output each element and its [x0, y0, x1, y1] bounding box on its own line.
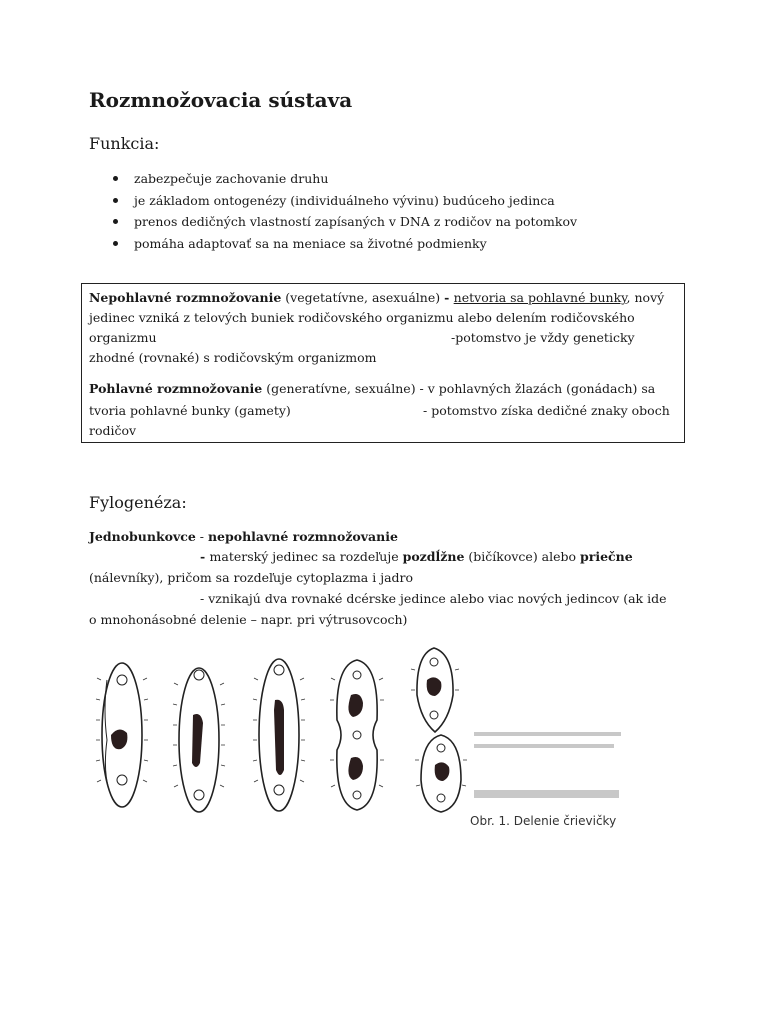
- asexual-line-1-rest: , nový: [626, 290, 665, 305]
- list-item: zabezpečuje zachovanie druhu: [89, 168, 577, 190]
- funkcia-heading: Funkcia:: [89, 134, 160, 153]
- unicellular-mode: nepohlavné rozmnožovanie: [207, 529, 398, 544]
- sexual-line-2-right: - potomstvo získa dedičné znaky oboch: [423, 403, 670, 418]
- unicellular-term: Jednobunkovce: [89, 529, 196, 544]
- separator: -: [195, 529, 208, 544]
- sexual-line-3: rodičov: [89, 423, 137, 438]
- longitudinal-term: pozdĺžne: [402, 549, 465, 564]
- fylogeneza-p4: - vznikajú dva rovnaké dcérske jedince alebo viac nových jedincov (ak ide: [200, 591, 667, 606]
- asexual-term: Nepohlavné rozmnožovanie: [89, 290, 282, 305]
- asexual-line-2: jedinec vzniká z telových buniek rodičovského organizmu alebo delením rodičovského: [89, 310, 635, 325]
- fylogeneza-heading: Fylogenéza:: [89, 493, 187, 512]
- funkcia-list: [89, 168, 577, 254]
- list-item: je základom ontogenézy (individuálneho vývinu) budúceho jedinca: [89, 190, 577, 212]
- sexual-term: Pohlavné rozmnožovanie: [89, 381, 263, 396]
- paren-open: (: [262, 381, 272, 396]
- asexual-line-3-left: organizmu: [89, 330, 157, 345]
- division-mid: (bičíkovce) alebo: [464, 549, 581, 564]
- fylogeneza-p3: (nálevníky), pričom sa rozdeľuje cytoplazma i jadro: [89, 570, 414, 585]
- paramecium-illustration: [89, 640, 621, 840]
- fylogeneza-p1: [89, 527, 398, 547]
- asexual-synonyms: vegetatívne, asexuálne: [290, 290, 436, 305]
- asexual-line-4: zhodné (rovnaké) s rodičovským organizmom: [89, 350, 377, 365]
- asexual-line-1: [89, 288, 664, 308]
- page-title: Rozmnožovacia sústava: [89, 88, 353, 112]
- fylogeneza-p5: o mnohonásobné delenie – napr. pri výtrusovcoch): [89, 612, 408, 627]
- figure-caption: Obr. 1. Delenie črievičky: [470, 814, 617, 828]
- list-item: prenos dedičných vlastností zapísaných v DNA z rodičov na potomkov: [89, 211, 577, 233]
- fylogeneza-p2: [200, 547, 633, 567]
- sexual-line-2-left: tvoria pohlavné bunky (gamety): [89, 403, 291, 418]
- dash: -: [200, 549, 210, 564]
- asexual-key-fact: netvoria sa pohlavné bunky: [453, 290, 627, 305]
- sexual-line-1: [89, 379, 655, 399]
- list-item: pomáha adaptovať sa na meniace sa životné podmienky: [89, 233, 577, 255]
- paren-open: (: [281, 290, 291, 305]
- paren-close: ): [435, 290, 445, 305]
- division-text: materský jedinec sa rozdeľuje: [209, 549, 403, 564]
- dash: -: [444, 290, 454, 305]
- transverse-term: priečne: [580, 549, 633, 564]
- asexual-line-3-right: -potomstvo je vždy geneticky: [451, 330, 635, 345]
- sexual-line-1-rest: ) - v pohlavných žlazách (gonádach) sa: [410, 381, 656, 396]
- reproduction-types-box: [81, 283, 685, 443]
- sexual-synonyms: generatívne, sexuálne: [271, 381, 411, 396]
- paramecium-division-figure: [89, 640, 621, 840]
